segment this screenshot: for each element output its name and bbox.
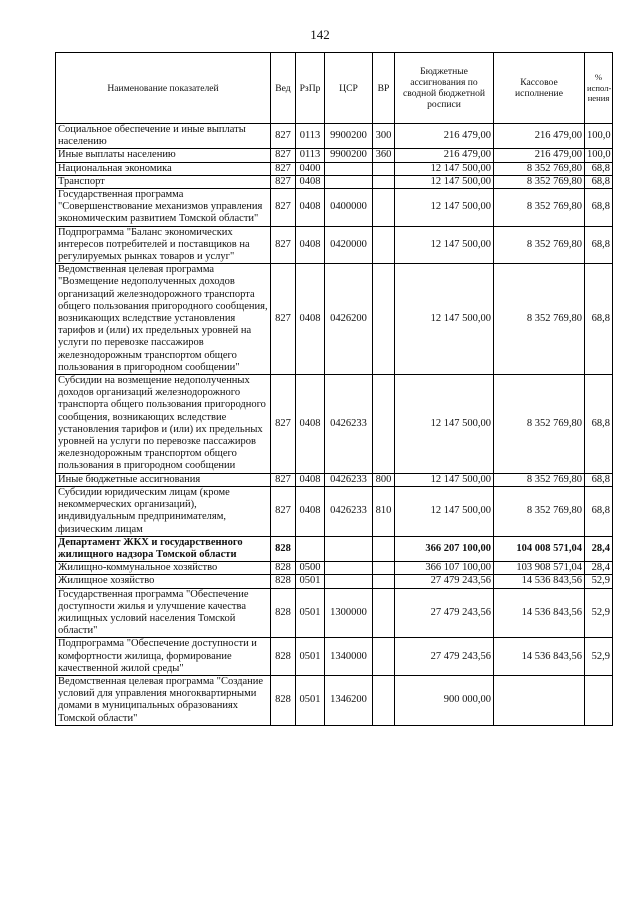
cell-csr: 0400000 [325,189,373,227]
cell-pct: 100,0 [585,124,613,149]
cell-vr [373,675,395,725]
cell-name: Государственная программа "Обеспечение доступности жилья и улучшение качества жилищных условий населения Томской области" [56,588,271,638]
cell-ved: 828 [271,536,296,561]
cell-csr: 1340000 [325,638,373,676]
cell-vr: 300 [373,124,395,149]
cell-budget: 12 147 500,00 [395,264,494,375]
cell-ved: 828 [271,638,296,676]
cell-budget: 900 000,00 [395,675,494,725]
cell-vr: 800 [373,473,395,486]
cell-rzpr: 0408 [296,375,325,474]
cell-ved: 827 [271,226,296,264]
table-row [56,638,613,676]
cell-rzpr: 0501 [296,588,325,638]
table-row [56,226,613,264]
cell-csr: 9900200 [325,149,373,162]
cell-budget: 12 147 500,00 [395,473,494,486]
table-row [56,536,613,561]
cell-rzpr: 0408 [296,226,325,264]
header-budget: Бюджетные ассигнования по сводной бюджетной росписи [395,53,494,124]
cell-vr [373,226,395,264]
table-row [56,264,613,375]
cell-rzpr: 0500 [296,562,325,575]
cell-budget: 27 479 243,56 [395,575,494,588]
cell-name: Социальное обеспечение и иные выплаты населению [56,124,271,149]
cell-cash: 8 352 769,80 [494,473,585,486]
cell-ved: 828 [271,575,296,588]
cell-pct: 28,4 [585,536,613,561]
cell-rzpr: 0408 [296,486,325,536]
cell-ved: 827 [271,375,296,474]
cell-ved: 827 [271,473,296,486]
cell-budget: 27 479 243,56 [395,638,494,676]
table-row [56,149,613,162]
cell-rzpr: 0408 [296,473,325,486]
cell-ved: 828 [271,588,296,638]
table-row [56,675,613,725]
cell-cash: 8 352 769,80 [494,264,585,375]
cell-vr [373,562,395,575]
cell-ved: 828 [271,675,296,725]
cell-cash: 8 352 769,80 [494,189,585,227]
cell-pct: 68,8 [585,375,613,474]
cell-csr: 1300000 [325,588,373,638]
cell-pct: 52,9 [585,575,613,588]
page-number: 142 [310,27,330,42]
cell-csr: 1346200 [325,675,373,725]
cell-rzpr: 0408 [296,189,325,227]
cell-name: Субсидии на возмещение недополученных доходов организаций железнодорожного транспорта общего пользования пригородного сообщения, возникающих вследствие установления тарифов и (или) их предельных уровней на услуги по перевозке пассажиров железнодорожным транспортом общего пользования в пригородном сообщении [56,375,271,474]
cell-ved: 827 [271,486,296,536]
header-row [56,53,613,124]
cell-rzpr: 0408 [296,175,325,188]
cell-pct: 68,8 [585,175,613,188]
cell-csr: 0426233 [325,486,373,536]
table-row [56,375,613,474]
cell-rzpr: 0113 [296,124,325,149]
budget-execution-table [55,52,613,726]
cell-name: Жилищно-коммунальное хозяйство [56,562,271,575]
cell-budget: 27 479 243,56 [395,588,494,638]
cell-cash: 216 479,00 [494,124,585,149]
cell-pct: 68,8 [585,486,613,536]
header-ved: Вед [271,53,296,124]
header-name: Наименование показателей [56,53,271,124]
cell-vr [373,189,395,227]
table-row [56,562,613,575]
cell-csr [325,536,373,561]
cell-csr [325,562,373,575]
table-row [56,575,613,588]
cell-budget: 12 147 500,00 [395,162,494,175]
cell-budget: 12 147 500,00 [395,189,494,227]
cell-rzpr: 0408 [296,264,325,375]
cell-csr [325,162,373,175]
cell-cash: 14 536 843,56 [494,588,585,638]
cell-budget: 12 147 500,00 [395,375,494,474]
cell-pct: 68,8 [585,264,613,375]
cell-pct: 68,8 [585,473,613,486]
cell-ved: 827 [271,264,296,375]
table-row [56,175,613,188]
cell-rzpr: 0501 [296,638,325,676]
cell-vr [373,175,395,188]
cell-budget: 216 479,00 [395,124,494,149]
cell-name: Транспорт [56,175,271,188]
cell-cash: 104 008 571,04 [494,536,585,561]
cell-cash: 216 479,00 [494,149,585,162]
cell-csr [325,575,373,588]
cell-name: Ведомственная целевая программа "Создание условий для управления многоквартирными домами в муниципальных образованиях Томской области" [56,675,271,725]
cell-name: Национальная экономика [56,162,271,175]
table-row [56,189,613,227]
cell-pct: 52,9 [585,638,613,676]
cell-vr [373,638,395,676]
cell-rzpr: 0501 [296,675,325,725]
cell-vr [373,588,395,638]
cell-budget: 366 107 100,00 [395,562,494,575]
cell-rzpr: 0113 [296,149,325,162]
header-pct: % испол-нения [585,53,613,124]
cell-name: Департамент ЖКХ и государственного жилищного надзора Томской области [56,536,271,561]
cell-ved: 828 [271,562,296,575]
cell-budget: 366 207 100,00 [395,536,494,561]
cell-name: Подпрограмма "Обеспечение доступности и комфортности жилища, формирование качественной жилой среды" [56,638,271,676]
cell-ved: 827 [271,162,296,175]
cell-vr: 810 [373,486,395,536]
cell-cash: 8 352 769,80 [494,226,585,264]
cell-budget: 12 147 500,00 [395,226,494,264]
cell-name: Ведомственная целевая программа "Возмещение недополученных доходов организаций железнодорожного транспорта общего пользования пригородного сообщения, возникающих вследствие установления тарифов и (или) их предельных уровней на услуги по перевозке пассажиров железнодорожным транспортом общего пользования в пригородном сообщении" [56,264,271,375]
cell-cash: 8 352 769,80 [494,175,585,188]
cell-name: Иные бюджетные ассигнования [56,473,271,486]
cell-cash: 14 536 843,56 [494,638,585,676]
cell-name: Подпрограмма "Баланс экономических интересов потребителей и поставщиков на регулируемых рынках товаров и услуг" [56,226,271,264]
cell-csr: 9900200 [325,124,373,149]
cell-pct [585,675,613,725]
cell-csr [325,175,373,188]
cell-vr [373,575,395,588]
header-cash: Кассовое исполнение [494,53,585,124]
cell-ved: 827 [271,124,296,149]
table-row [56,162,613,175]
table-row [56,124,613,149]
cell-cash [494,675,585,725]
cell-name: Иные выплаты населению [56,149,271,162]
cell-budget: 216 479,00 [395,149,494,162]
cell-budget: 12 147 500,00 [395,486,494,536]
cell-rzpr: 0400 [296,162,325,175]
cell-name: Субсидии юридическим лицам (кроме некоммерческих организаций), индивидуальным предпринимателям, физическим лицам [56,486,271,536]
cell-vr [373,264,395,375]
table-row [56,588,613,638]
cell-csr: 0420000 [325,226,373,264]
header-csr: ЦСР [325,53,373,124]
cell-vr [373,162,395,175]
cell-pct: 100,0 [585,149,613,162]
cell-rzpr [296,536,325,561]
cell-csr: 0426233 [325,473,373,486]
cell-vr [373,536,395,561]
cell-ved: 827 [271,149,296,162]
cell-csr: 0426233 [325,375,373,474]
cell-budget: 12 147 500,00 [395,175,494,188]
cell-vr: 360 [373,149,395,162]
cell-name: Государственная программа "Совершенствование механизмов управления экономическим развитием Томской области" [56,189,271,227]
header-rzpr: РзПр [296,53,325,124]
cell-cash: 8 352 769,80 [494,162,585,175]
cell-name: Жилищное хозяйство [56,575,271,588]
cell-pct: 68,8 [585,162,613,175]
table-row [56,486,613,536]
cell-pct: 28,4 [585,562,613,575]
cell-pct: 52,9 [585,588,613,638]
cell-ved: 827 [271,175,296,188]
cell-cash: 8 352 769,80 [494,375,585,474]
cell-vr [373,375,395,474]
cell-cash: 103 908 571,04 [494,562,585,575]
cell-pct: 68,8 [585,226,613,264]
cell-csr: 0426200 [325,264,373,375]
cell-pct: 68,8 [585,189,613,227]
header-vr: ВР [373,53,395,124]
cell-rzpr: 0501 [296,575,325,588]
cell-cash: 8 352 769,80 [494,486,585,536]
table-row [56,473,613,486]
cell-ved: 827 [271,189,296,227]
cell-cash: 14 536 843,56 [494,575,585,588]
